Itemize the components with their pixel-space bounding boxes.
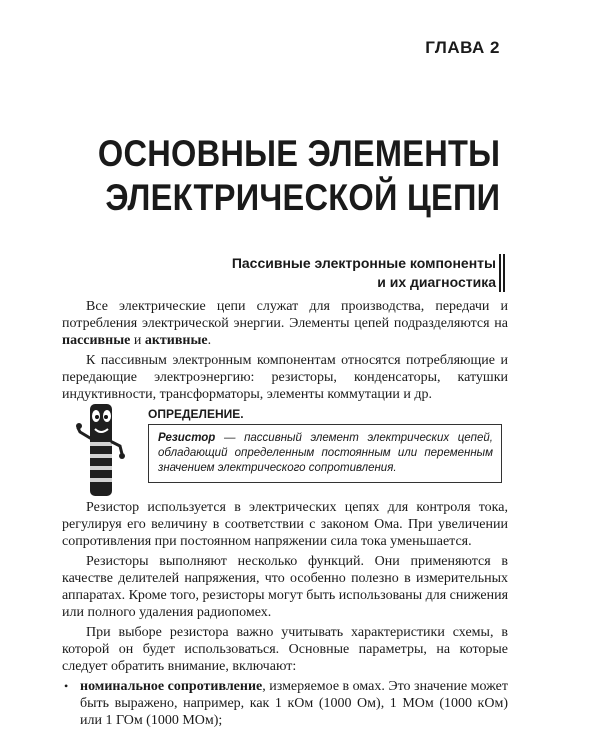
list-item-text: , измеряемое в омах. Это значение может быть выражено, например, как 1 кОм (1000 Ом), 1 МОм (1000 кОм) или 1 ГОм (1000 МОм); (80, 679, 509, 728)
intro-p1-text: Все электрические цепи служат для производства, передачи и потребления электрической энергии. Элементы цепей подразделяются на (62, 299, 508, 331)
term-active: активные (144, 333, 208, 348)
intro-p1-and: и (130, 333, 145, 348)
intro-paragraph-2: К пассивным электронным компонентам относятся потребляющие и передающие электроэнергию: резисторы, конденсаторы, катушки индуктивности, трансформаторы, элементы коммутации и др. (62, 353, 508, 402)
list-item-term: номинальное сопротивление (80, 679, 263, 694)
intro-p1-end: . (207, 333, 212, 348)
definition-text: — пассивный элемент электрических цепей, обладающий определенным постоянным или переменным значением электрического сопротивления. (158, 432, 493, 474)
section-heading-line1: Пассивные электронные компоненты (231, 255, 496, 271)
chapter-title-line1: ОСНОВНЫЕ ЭЛЕМЕНТЫ (97, 133, 500, 174)
definition-box (148, 424, 502, 483)
intro-paragraph-1 (62, 298, 508, 349)
intro-text (62, 298, 508, 403)
term-passive: пассивные (62, 333, 131, 348)
chapter-title-line2: ЭЛЕКТРИЧЕСКОЙ ЦЕПИ (105, 177, 501, 218)
resistor-character-icon (76, 402, 126, 502)
chapter-label: ГЛАВА 2 (425, 38, 500, 57)
definition-label: ОПРЕДЕЛЕНИЕ. (148, 407, 244, 421)
heading-bars (499, 254, 505, 292)
body-paragraph-3: При выборе резистора важно учитывать характеристики схемы, в которой он будет использоваться. Основные параметры, на которые следует обратить внимание, включают: (62, 625, 508, 674)
chapter-title (98, 132, 500, 220)
section-heading-line2: и их диагностика (377, 274, 496, 290)
body-paragraph-2: Резисторы выполняют несколько функций. Они применяются в качестве делителей напряжения, что особенно полезно в измерительных аппаратах. Кроме того, резисторы могут быть использованы для снижения или полного удаления радиопомех. (62, 554, 509, 620)
parameter-list (62, 678, 508, 729)
definition-term: Резистор (158, 432, 216, 444)
body-text (62, 499, 508, 729)
section-heading (232, 254, 496, 292)
body-paragraph-1: Резистор используется в электрических цепях для контроля тока, регулируя его величину в соответствии с законом Ома. При увеличении сопротивления при постоянном напряжении сила тока уменьшается. (62, 500, 508, 549)
bullet-icon: • (64, 679, 69, 693)
list-item (62, 678, 508, 729)
